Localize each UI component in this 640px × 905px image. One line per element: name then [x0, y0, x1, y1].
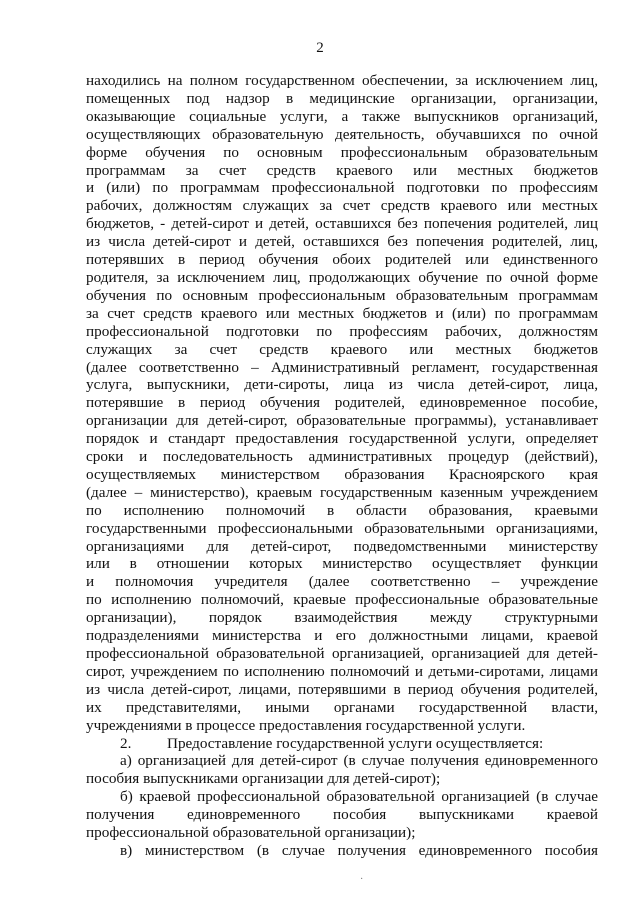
document-body	[86, 72, 598, 860]
text-line: государственными профессиональными образовательными организациями,	[86, 519, 598, 537]
text-line: бюджетов, - детей-сирот и детей, оставшихся без попечения родителей, лиц	[86, 215, 598, 233]
text-line: профессиональной подготовки по профессиям рабочих, должностям	[86, 322, 598, 340]
paragraph-2c	[86, 842, 598, 860]
text-line: порядок и стандарт предоставления государственной услуги, определяет	[86, 430, 598, 448]
text-line: (далее соответственно – Административный регламент, государственная	[86, 358, 598, 376]
text-line: и полномочия учредителя (далее соответственно – учреждение	[86, 573, 598, 591]
text-line: оказывающие социальные услуги, а также выпускников организаций,	[86, 107, 598, 125]
text-line: осуществляющих образовательную деятельность, обучавшихся по очной	[86, 125, 598, 143]
text-line: их представителями, иными органами государственной власти,	[86, 698, 598, 716]
text-line: получения единовременного пособия выпускниками краевой	[86, 806, 598, 824]
text-line: в) министерством (в случае получения единовременного пособия	[120, 841, 598, 859]
page-number: 2	[316, 40, 324, 56]
paragraph-2a	[86, 752, 598, 788]
text-line: организациями для детей-сирот, подведомственными министерству	[86, 537, 598, 555]
text-line: сирот, учреждением по исполнению полномочий и детьми-сиротами, лицами	[86, 662, 598, 680]
clause-text: Предоставление государственной услуги осуществляется:	[167, 734, 544, 752]
text-line: обучения по основным профессиональным образовательным программам	[86, 286, 598, 304]
text-line: за счет средств краевого или местных бюджетов и (или) по программам	[86, 304, 598, 322]
text-line	[86, 735, 598, 753]
text-line: осуществляемых министерством образования Красноярского края	[86, 465, 598, 483]
text-line: б) краевой профессиональной образовательной организацией (в случае	[120, 788, 598, 806]
text-line: пособия выпускниками организации для детей-сирот);	[86, 770, 441, 788]
text-line: подразделениями министерства и его должностными лицами, краевой	[86, 627, 598, 645]
text-line: профессиональной образовательной организации);	[86, 824, 416, 842]
scan-speck: ·	[360, 874, 364, 885]
text-line: по исполнению полномочий в области образования, краевыми	[86, 501, 598, 519]
text-line: потерявшие в период обучения родителей, единовременное пособие,	[86, 394, 598, 412]
text-line: а) организацией для детей-сирот (в случае получения единовременного	[120, 752, 598, 770]
clause-number: 2.	[120, 734, 132, 752]
text-line: по исполнению полномочий, краевые профессиональные образовательные	[86, 591, 598, 609]
text-line: (далее – министерство), краевым государственным казенным учреждением	[86, 483, 598, 501]
text-line: из числа детей-сирот, лицами, потерявшими в период обучения родителей,	[86, 680, 598, 698]
paragraph-2	[86, 735, 598, 753]
text-line: и (или) по программам профессиональной подготовки по профессиям	[86, 179, 598, 197]
text-line: из числа детей-сирот и детей, оставшихся без попечения родителей, лиц,	[86, 233, 598, 251]
text-line: услуга, выпускники, дети-сироты, лица из числа детей-сирот, лица,	[86, 376, 598, 394]
text-line: сроки и последовательность административных процедур (действий),	[86, 448, 598, 466]
text-line: организации), порядок взаимодействия между структурными	[86, 609, 598, 627]
text-line: или в отношении которых министерство осуществляет функции	[86, 555, 598, 573]
text-line: помещенных под надзор в медицинские организации, организации,	[86, 89, 598, 107]
text-line: форме обучения по основным профессиональным образовательным	[86, 143, 598, 161]
text-line: находились на полном государственном обеспечении, за исключением лиц,	[86, 72, 598, 89]
text-line: потерявших в период обучения обоих родителей или единственного	[86, 251, 598, 269]
text-line: программам за счет средств краевого или местных бюджетов	[86, 161, 598, 179]
paragraph-2b	[86, 788, 598, 842]
text-line: рабочих, должностям служащих за счет средств краевого или местных	[86, 197, 598, 215]
text-line: профессиональной образовательной организацией, организацией для детей-	[86, 645, 598, 662]
text-line: родителя, за исключением лиц, продолжающих обучение по очной форме	[86, 268, 598, 286]
paragraph-1	[86, 72, 598, 735]
text-line: организации для детей-сирот, образовательные программы), устанавливает	[86, 412, 598, 430]
text-line: учреждениями в процессе предоставления государственной услуги.	[86, 716, 526, 734]
text-line: служащих за счет средств краевого или местных бюджетов	[86, 340, 598, 358]
